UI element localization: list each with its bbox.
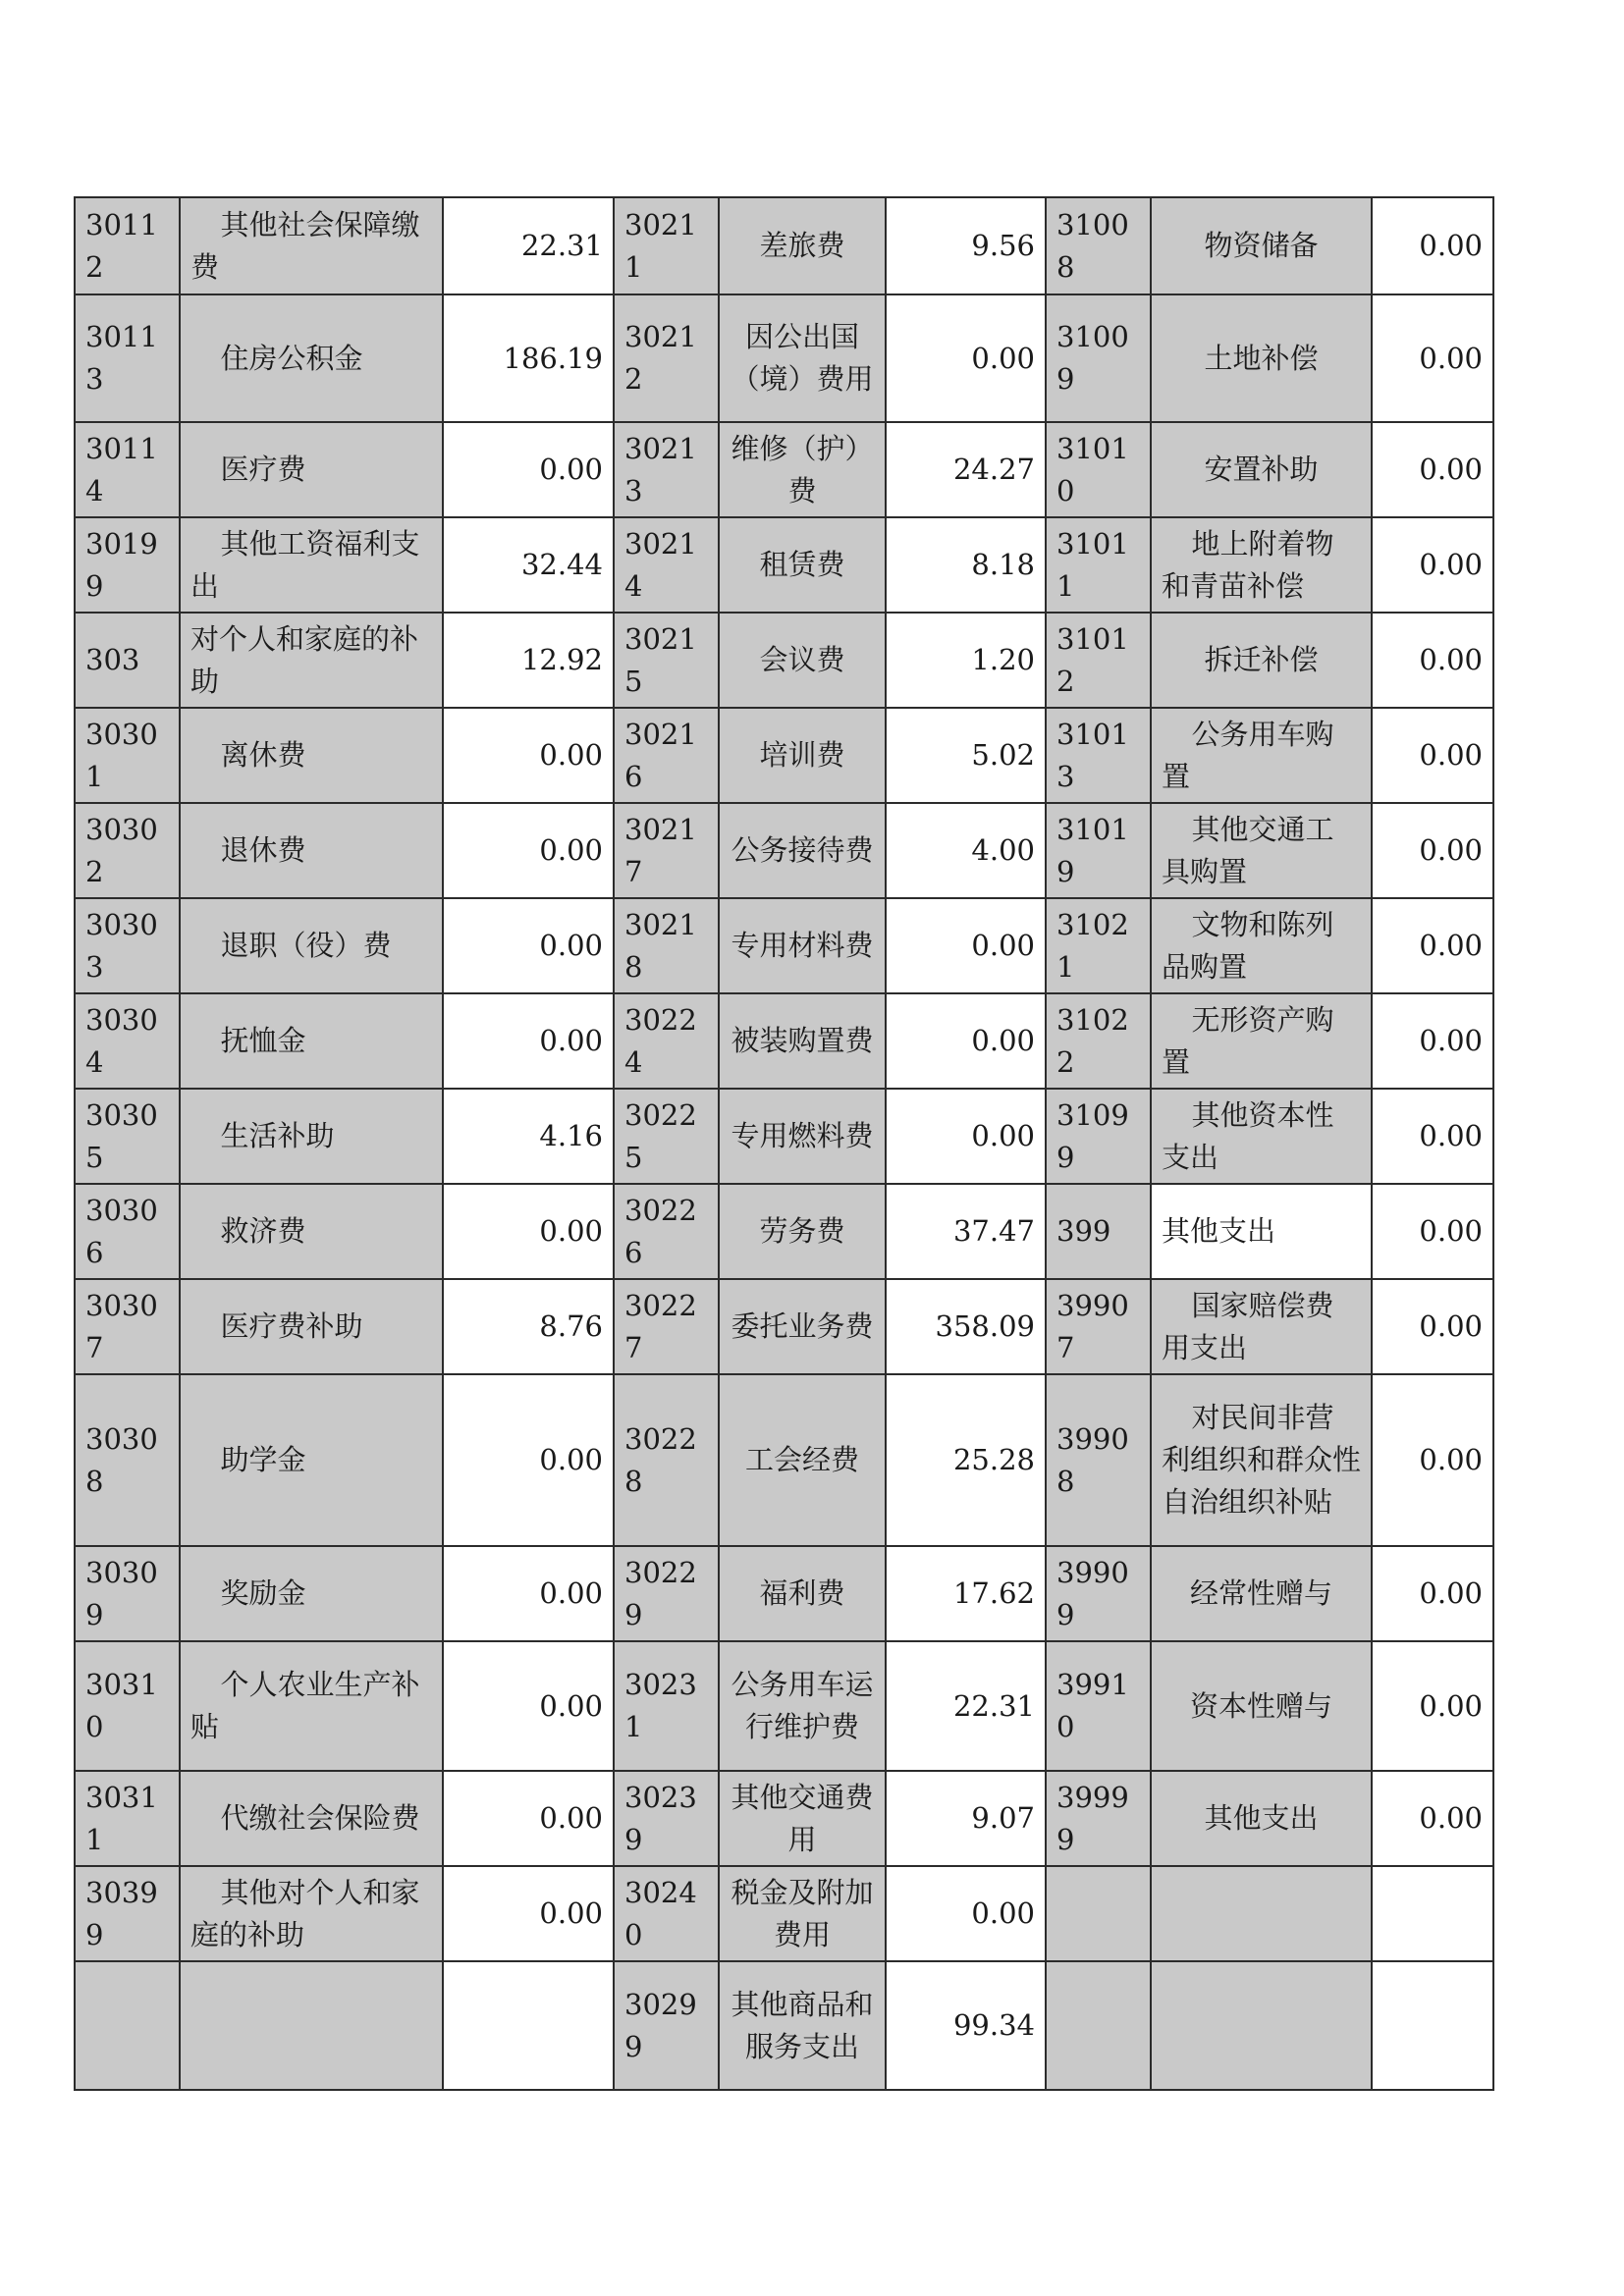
code-cell: 30212 [614,294,719,422]
table-row [75,422,1493,517]
code-cell: 30217 [614,803,719,898]
item-name-cell: 无形资产购置 [1151,993,1372,1089]
amount-cell: 0.00 [886,898,1046,993]
amount-cell: 0.00 [443,708,614,803]
code-cell: 31011 [1046,517,1151,613]
table-row [75,197,1493,294]
item-name-cell: 其他交通费用 [719,1771,886,1866]
amount-cell: 0.00 [886,294,1046,422]
code-cell: 30299 [614,1961,719,2090]
amount-cell: 0.00 [443,1546,614,1641]
table-row [75,803,1493,898]
table-row [75,1866,1493,1961]
item-name-cell: 被装购置费 [719,993,886,1089]
amount-cell: 0.00 [443,1184,614,1279]
code-cell: 31021 [1046,898,1151,993]
amount-cell: 0.00 [443,422,614,517]
item-name-cell: 专用材料费 [719,898,886,993]
code-cell: 31013 [1046,708,1151,803]
amount-cell: 37.47 [886,1184,1046,1279]
table-row [75,1961,1493,2090]
code-cell: 30301 [75,708,180,803]
item-name-cell: 物资储备 [1151,197,1372,294]
amount-cell: 0.00 [1372,197,1493,294]
code-cell: 30240 [614,1866,719,1961]
item-name-cell: 离休费 [180,708,443,803]
code-cell: 30306 [75,1184,180,1279]
code-cell: 399 [1046,1184,1151,1279]
code-cell: 30216 [614,708,719,803]
item-name-cell: 差旅费 [719,197,886,294]
amount-cell: 0.00 [1372,1641,1493,1771]
item-name-cell: 资本性赠与 [1151,1641,1372,1771]
table-row [75,708,1493,803]
code-cell: 30114 [75,422,180,517]
code-cell: 30218 [614,898,719,993]
code-cell: 30310 [75,1641,180,1771]
amount-cell: 0.00 [1372,1184,1493,1279]
code-cell: 30215 [614,613,719,708]
code-cell: 30239 [614,1771,719,1866]
item-name-cell: 公务接待费 [719,803,886,898]
item-name-cell: 国家赔偿费用支出 [1151,1279,1372,1374]
amount-cell: 0.00 [443,1771,614,1866]
amount-cell: 32.44 [443,517,614,613]
table-row [75,1641,1493,1771]
item-name-cell: 安置补助 [1151,422,1372,517]
code-cell: 39999 [1046,1771,1151,1866]
code-cell: 30224 [614,993,719,1089]
item-name-cell [1151,1961,1372,2090]
item-name-cell: 福利费 [719,1546,886,1641]
amount-cell: 0.00 [443,898,614,993]
code-cell: 30305 [75,1089,180,1184]
code-cell: 31022 [1046,993,1151,1089]
table-row [75,1546,1493,1641]
amount-cell: 0.00 [886,1866,1046,1961]
amount-cell: 358.09 [886,1279,1046,1374]
item-name-cell [1151,1866,1372,1961]
item-name-cell: 助学金 [180,1374,443,1546]
budget-expenditure-table [74,196,1494,2091]
table-row [75,1089,1493,1184]
amount-cell: 0.00 [1372,803,1493,898]
item-name-cell: 生活补助 [180,1089,443,1184]
item-name-cell: 地上附着物和青苗补偿 [1151,517,1372,613]
code-cell: 30225 [614,1089,719,1184]
code-cell: 39908 [1046,1374,1151,1546]
code-cell: 30228 [614,1374,719,1546]
amount-cell: 0.00 [886,993,1046,1089]
amount-cell: 0.00 [1372,1089,1493,1184]
amount-cell: 0.00 [443,1374,614,1546]
table-row [75,613,1493,708]
amount-cell: 0.00 [443,803,614,898]
amount-cell: 0.00 [1372,1771,1493,1866]
code-cell [1046,1961,1151,2090]
code-cell: 31019 [1046,803,1151,898]
amount-cell: 0.00 [443,993,614,1089]
amount-cell: 0.00 [1372,708,1493,803]
item-name-cell: 其他社会保障缴费 [180,197,443,294]
code-cell: 30213 [614,422,719,517]
code-cell: 39907 [1046,1279,1151,1374]
code-cell: 30308 [75,1374,180,1546]
item-name-cell: 维修（护）费 [719,422,886,517]
amount-cell: 9.56 [886,197,1046,294]
item-name-cell: 其他交通工具购置 [1151,803,1372,898]
item-name-cell: 其他支出 [1151,1184,1372,1279]
item-name-cell: 因公出国（境）费用 [719,294,886,422]
code-cell: 30214 [614,517,719,613]
code-cell: 303 [75,613,180,708]
amount-cell: 25.28 [886,1374,1046,1546]
code-cell: 30231 [614,1641,719,1771]
amount-cell [443,1961,614,2090]
amount-cell: 0.00 [1372,517,1493,613]
item-name-cell: 退职（役）费 [180,898,443,993]
item-name-cell: 奖励金 [180,1546,443,1641]
code-cell: 30113 [75,294,180,422]
table-row [75,1771,1493,1866]
code-cell: 31008 [1046,197,1151,294]
amount-cell: 0.00 [1372,1546,1493,1641]
amount-cell: 186.19 [443,294,614,422]
amount-cell: 0.00 [886,1089,1046,1184]
item-name-cell: 经常性赠与 [1151,1546,1372,1641]
item-name-cell: 医疗费 [180,422,443,517]
item-name-cell: 退休费 [180,803,443,898]
amount-cell [1372,1866,1493,1961]
code-cell: 30307 [75,1279,180,1374]
table-row [75,993,1493,1089]
item-name-cell: 住房公积金 [180,294,443,422]
amount-cell: 1.20 [886,613,1046,708]
amount-cell: 17.62 [886,1546,1046,1641]
amount-cell: 0.00 [1372,613,1493,708]
item-name-cell: 土地补偿 [1151,294,1372,422]
code-cell: 30226 [614,1184,719,1279]
table-row [75,898,1493,993]
item-name-cell: 医疗费补助 [180,1279,443,1374]
amount-cell: 9.07 [886,1771,1046,1866]
amount-cell: 99.34 [886,1961,1046,2090]
code-cell: 39909 [1046,1546,1151,1641]
item-name-cell: 救济费 [180,1184,443,1279]
amount-cell: 24.27 [886,422,1046,517]
table-row [75,517,1493,613]
item-name-cell: 专用燃料费 [719,1089,886,1184]
item-name-cell: 委托业务费 [719,1279,886,1374]
item-name-cell: 租赁费 [719,517,886,613]
item-name-cell: 个人农业生产补贴 [180,1641,443,1771]
item-name-cell: 其他商品和服务支出 [719,1961,886,2090]
table-row [75,1374,1493,1546]
item-name-cell: 劳务费 [719,1184,886,1279]
item-name-cell [180,1961,443,2090]
item-name-cell: 其他资本性支出 [1151,1089,1372,1184]
code-cell: 31009 [1046,294,1151,422]
amount-cell: 0.00 [1372,422,1493,517]
amount-cell: 0.00 [1372,1279,1493,1374]
item-name-cell: 公务用车运行维护费 [719,1641,886,1771]
code-cell: 30199 [75,517,180,613]
amount-cell: 4.16 [443,1089,614,1184]
table-row [75,1279,1493,1374]
item-name-cell: 对民间非营利组织和群众性自治组织补贴 [1151,1374,1372,1546]
amount-cell: 8.18 [886,517,1046,613]
code-cell [1046,1866,1151,1961]
amount-cell: 22.31 [886,1641,1046,1771]
item-name-cell: 其他支出 [1151,1771,1372,1866]
table-row [75,1184,1493,1279]
code-cell: 30229 [614,1546,719,1641]
table-row [75,294,1493,422]
table-body [75,197,1493,2090]
item-name-cell: 对个人和家庭的补助 [180,613,443,708]
code-cell: 30227 [614,1279,719,1374]
item-name-cell: 工会经费 [719,1374,886,1546]
amount-cell: 12.92 [443,613,614,708]
amount-cell [1372,1961,1493,2090]
item-name-cell: 其他对个人和家庭的补助 [180,1866,443,1961]
amount-cell: 0.00 [1372,993,1493,1089]
code-cell: 30304 [75,993,180,1089]
amount-cell: 22.31 [443,197,614,294]
amount-cell: 5.02 [886,708,1046,803]
item-name-cell: 抚恤金 [180,993,443,1089]
item-name-cell: 公务用车购置 [1151,708,1372,803]
code-cell: 39910 [1046,1641,1151,1771]
code-cell: 30211 [614,197,719,294]
item-name-cell: 文物和陈列品购置 [1151,898,1372,993]
item-name-cell: 培训费 [719,708,886,803]
item-name-cell: 其他工资福利支出 [180,517,443,613]
amount-cell: 4.00 [886,803,1046,898]
item-name-cell: 代缴社会保险费 [180,1771,443,1866]
code-cell: 30303 [75,898,180,993]
amount-cell: 0.00 [443,1866,614,1961]
code-cell: 30302 [75,803,180,898]
code-cell: 30399 [75,1866,180,1961]
code-cell: 31099 [1046,1089,1151,1184]
amount-cell: 0.00 [443,1641,614,1771]
code-cell: 30309 [75,1546,180,1641]
code-cell: 30112 [75,197,180,294]
code-cell: 31012 [1046,613,1151,708]
amount-cell: 8.76 [443,1279,614,1374]
amount-cell: 0.00 [1372,1374,1493,1546]
item-name-cell: 会议费 [719,613,886,708]
amount-cell: 0.00 [1372,294,1493,422]
code-cell [75,1961,180,2090]
amount-cell: 0.00 [1372,898,1493,993]
code-cell: 31010 [1046,422,1151,517]
code-cell: 30311 [75,1771,180,1866]
item-name-cell: 拆迁补偿 [1151,613,1372,708]
item-name-cell: 税金及附加费用 [719,1866,886,1961]
